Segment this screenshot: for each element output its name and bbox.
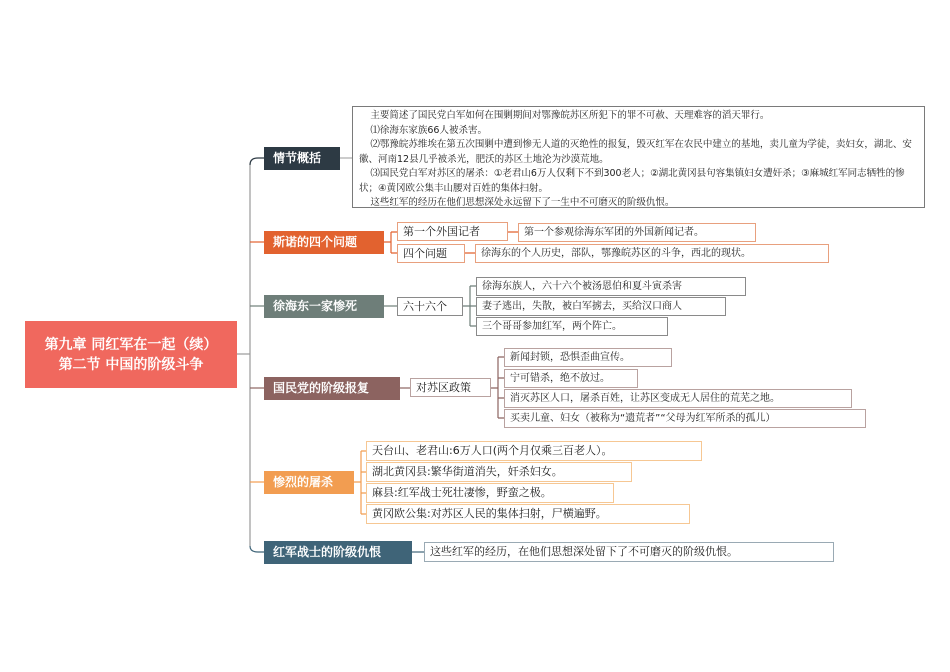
- connector-massacre-items: [354, 451, 366, 514]
- snow-item-four-questions-detail: 徐海东的个人历史，部队，鄂豫皖苏区的斗争，西北的现状。: [475, 244, 829, 263]
- snow-item-first-reporter-detail: 第一个参观徐海东军团的外国新闻记者。: [518, 223, 756, 242]
- kmt-item-kill-all: 宁可错杀，绝不放过。: [504, 369, 638, 388]
- summary-line-1: ⑴徐海东家族66人被杀害。: [370, 124, 487, 136]
- connector-xu-items: [463, 286, 476, 326]
- massacre-item-ougongji: 黄冈欧公集:对苏区人民的集体扫射，尸横遍野。: [366, 504, 690, 524]
- massacre-item-macheng: 麻县:红军战士死壮凄惨，野蛮之极。: [366, 483, 614, 503]
- summary-line-3: ⑶国民党白军对苏区的屠杀：①老君山6万人仅剩下不到300老人；②湖北黄冈县句容集镇妇女遭奸杀；③麻城红军同志牺牲的惨状；④黄冈欧公集丰山腰对百姓的集体扫射。: [359, 168, 905, 194]
- root-node: [25, 321, 237, 388]
- kmt-item-news-blockade: 新闻封锁，恐惧歪曲宣传。: [504, 348, 672, 367]
- kmt-item-depopulate: 消灭苏区人口，屠杀百姓，让苏区变成无人居住的荒芜之地。: [504, 389, 852, 408]
- summary-line-intro: 主要简述了国民党白军如何在围剿期间对鄂豫皖苏区所犯下的罪不可赦、天理难容的滔天罪行。: [370, 110, 770, 121]
- kmt-item-trafficking: 买卖儿童、妇女（被称为“遗荒者”“父母为红军所杀的孤儿）: [504, 409, 866, 428]
- branch-xu-family: 徐海东一家惨死: [264, 295, 384, 318]
- connector-hatred: [250, 546, 264, 552]
- branch-snow-questions: 斯诺的四个问题: [264, 231, 384, 254]
- root-title-line1: 第九章 同红军在一起（续）: [44, 336, 218, 353]
- root-title-line2: 第二节 中国的阶级斗争: [58, 356, 204, 373]
- connector-plot: [250, 158, 264, 165]
- hatred-detail: 这些红军的经历，在他们思想深处留下了不可磨灭的阶级仇恨。: [424, 542, 834, 562]
- summary-line-conclusion: 这些红军的经历在他们思想深处永远留下了一生中不可磨灭的阶级仇恨。: [370, 197, 675, 208]
- kmt-hub-policy: 对苏区政策: [410, 378, 491, 397]
- branch-plot-summary: 情节概括: [264, 147, 340, 170]
- connector-snow-items: [384, 232, 397, 253]
- plot-summary-text: [352, 106, 925, 208]
- xu-hub-sixty-six: 六十六个: [397, 297, 463, 316]
- snow-item-first-reporter: 第一个外国记者: [397, 222, 508, 241]
- connector-kmt-items: [491, 357, 504, 418]
- massacre-item-tiantai: 天台山、老君山:6万人口(两个月仅乘三百老人）。: [366, 441, 702, 461]
- xu-item-brothers: 三个哥哥参加红军，两个阵亡。: [476, 317, 668, 336]
- massacre-item-huanggang: 湖北黄冈县:繁华街道消失，奸杀妇女。: [366, 462, 632, 482]
- xu-item-wife-sold: 妻子逃出，失散，被白军掳去，买给汉口商人: [476, 297, 726, 316]
- xu-item-clan-killed: 徐海东族人，六十六个被汤恩伯和夏斗寅杀害: [476, 277, 746, 296]
- branch-massacres: 惨烈的屠杀: [264, 471, 354, 494]
- summary-line-2: ⑵鄂豫皖苏维埃在第五次围剿中遭到惨无人道的灭绝性的报复，毁灭红军在农民中建立的基地，卖儿童为学徒，卖妇女，湖北、安徽、河南12县几乎被杀光，肥沃的苏区土地沦为沙漠荒地。: [359, 139, 912, 165]
- snow-item-four-questions: 四个问题: [397, 244, 465, 263]
- branch-kmt-revenge: 国民党的阶级报复: [264, 377, 400, 400]
- branch-class-hatred: 红军战士的阶级仇恨: [264, 541, 412, 564]
